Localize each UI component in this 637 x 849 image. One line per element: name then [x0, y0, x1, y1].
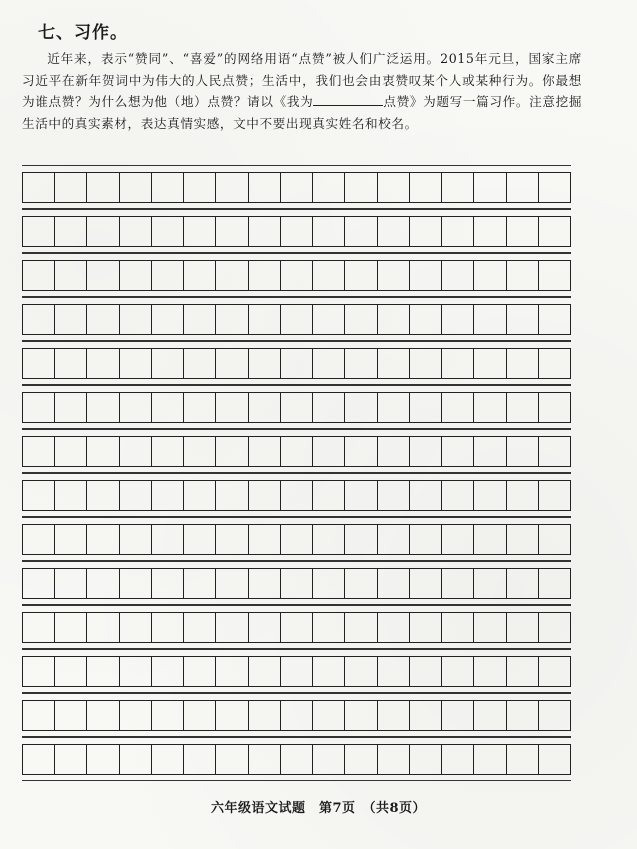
grid-cell[interactable] [249, 260, 281, 291]
grid-cell[interactable] [87, 392, 119, 423]
grid-row [22, 209, 571, 253]
grid-row-cells [22, 656, 571, 687]
grid-cell[interactable] [442, 480, 474, 511]
grid-cell[interactable] [507, 260, 539, 291]
grid-cell[interactable] [23, 172, 55, 203]
grid-cell[interactable] [539, 744, 570, 775]
grid-cell[interactable] [87, 480, 119, 511]
grid-cell[interactable] [249, 172, 281, 203]
grid-cell[interactable] [216, 348, 248, 379]
grid-cell[interactable] [410, 656, 442, 687]
grid-cell[interactable] [216, 524, 248, 555]
grid-cell[interactable] [120, 480, 152, 511]
grid-cell[interactable] [410, 744, 442, 775]
grid-cell[interactable] [55, 656, 87, 687]
grid-cell[interactable] [152, 524, 184, 555]
grid-cell[interactable] [507, 656, 539, 687]
grid-row-cells [22, 260, 571, 291]
grid-cell[interactable] [474, 172, 506, 203]
grid-cell[interactable] [378, 172, 410, 203]
grid-cell[interactable] [184, 612, 216, 643]
grid-cell[interactable] [378, 260, 410, 291]
grid-cell[interactable] [23, 480, 55, 511]
grid-cell[interactable] [345, 700, 377, 731]
grid-cell[interactable] [507, 568, 539, 599]
grid-cell[interactable] [539, 612, 570, 643]
grid-cell[interactable] [249, 216, 281, 247]
grid-cell[interactable] [184, 480, 216, 511]
grid-cell[interactable] [184, 260, 216, 291]
grid-cell[interactable] [152, 348, 184, 379]
grid-cell[interactable] [539, 436, 570, 467]
grid-cell[interactable] [184, 744, 216, 775]
grid-row [22, 517, 571, 561]
grid-row-cells [22, 700, 571, 731]
grid-cell[interactable] [87, 260, 119, 291]
grid-cell[interactable] [184, 304, 216, 335]
grid-cell[interactable] [55, 700, 87, 731]
grid-cell[interactable] [313, 656, 345, 687]
grid-cell[interactable] [281, 700, 313, 731]
grid-cell[interactable] [410, 172, 442, 203]
grid-cell[interactable] [120, 392, 152, 423]
grid-cell[interactable] [152, 612, 184, 643]
grid-cell[interactable] [378, 216, 410, 247]
grid-row [22, 737, 571, 781]
grid-cell[interactable] [313, 348, 345, 379]
grid-cell[interactable] [120, 348, 152, 379]
grid-cell[interactable] [87, 700, 119, 731]
grid-cell[interactable] [55, 216, 87, 247]
grid-cell[interactable] [152, 172, 184, 203]
grid-cell[interactable] [120, 744, 152, 775]
grid-row-cells [22, 568, 571, 599]
grid-cell[interactable] [345, 260, 377, 291]
grid-cell[interactable] [281, 436, 313, 467]
grid-cell[interactable] [378, 348, 410, 379]
section-heading: 七、习作。 [38, 23, 128, 43]
grid-cell[interactable] [313, 612, 345, 643]
grid-cell[interactable] [184, 436, 216, 467]
grid-cell[interactable] [249, 480, 281, 511]
grid-cell[interactable] [152, 260, 184, 291]
grid-cell[interactable] [216, 172, 248, 203]
grid-cell[interactable] [23, 568, 55, 599]
grid-cell[interactable] [345, 392, 377, 423]
grid-cell[interactable] [281, 656, 313, 687]
grid-cell[interactable] [410, 700, 442, 731]
grid-cell[interactable] [507, 612, 539, 643]
grid-cell[interactable] [23, 612, 55, 643]
grid-cell[interactable] [152, 744, 184, 775]
grid-cell[interactable] [87, 216, 119, 247]
grid-cell[interactable] [313, 744, 345, 775]
grid-cell[interactable] [378, 524, 410, 555]
grid-row [22, 253, 571, 297]
grid-cell[interactable] [378, 612, 410, 643]
grid-cell[interactable] [120, 568, 152, 599]
grid-cell[interactable] [55, 304, 87, 335]
grid-cell[interactable] [378, 480, 410, 511]
grid-cell[interactable] [507, 480, 539, 511]
grid-cell[interactable] [216, 612, 248, 643]
grid-cell[interactable] [87, 612, 119, 643]
grid-cell[interactable] [507, 392, 539, 423]
grid-row [22, 693, 571, 737]
grid-cell[interactable] [378, 392, 410, 423]
grid-cell[interactable] [410, 348, 442, 379]
grid-cell[interactable] [474, 216, 506, 247]
grid-cell[interactable] [249, 524, 281, 555]
grid-cell[interactable] [152, 480, 184, 511]
grid-cell[interactable] [87, 304, 119, 335]
grid-row [22, 649, 571, 693]
grid-cell[interactable] [410, 216, 442, 247]
grid-cell[interactable] [442, 700, 474, 731]
grid-cell[interactable] [442, 260, 474, 291]
grid-cell[interactable] [23, 524, 55, 555]
grid-cell[interactable] [281, 260, 313, 291]
grid-cell[interactable] [281, 348, 313, 379]
grid-row-cells [22, 172, 571, 203]
grid-cell[interactable] [539, 656, 570, 687]
grid-cell[interactable] [410, 304, 442, 335]
grid-cell[interactable] [87, 172, 119, 203]
grid-cell[interactable] [249, 348, 281, 379]
grid-row [22, 561, 571, 605]
grid-cell[interactable] [249, 612, 281, 643]
grid-cell[interactable] [87, 744, 119, 775]
grid-row [22, 473, 571, 517]
grid-cell[interactable] [23, 700, 55, 731]
grid-cell[interactable] [55, 260, 87, 291]
grid-cell[interactable] [378, 568, 410, 599]
grid-cell[interactable] [313, 524, 345, 555]
grid-cell[interactable] [378, 436, 410, 467]
grid-row-cells [22, 348, 571, 379]
grid-cell[interactable] [507, 744, 539, 775]
grid-cell[interactable] [539, 524, 570, 555]
grid-cell[interactable] [120, 216, 152, 247]
grid-cell[interactable] [410, 436, 442, 467]
grid-cell[interactable] [120, 260, 152, 291]
prompt-text-end: 点赞》为题写一篇习作。注意挖掘生活中的真实素材，表达真情实感，文中不要出现真实姓名和校名。 [22, 94, 583, 131]
grid-cell[interactable] [313, 304, 345, 335]
grid-row-cells [22, 304, 571, 335]
grid-cell[interactable] [55, 436, 87, 467]
grid-cell[interactable] [281, 172, 313, 203]
grid-cell[interactable] [216, 216, 248, 247]
grid-cell[interactable] [442, 524, 474, 555]
grid-cell[interactable] [87, 656, 119, 687]
grid-row [22, 385, 571, 429]
grid-cell[interactable] [281, 216, 313, 247]
grid-cell[interactable] [216, 436, 248, 467]
grid-cell[interactable] [55, 744, 87, 775]
grid-cell[interactable] [345, 744, 377, 775]
grid-row-cells [22, 392, 571, 423]
grid-cell[interactable] [410, 480, 442, 511]
grid-cell[interactable] [410, 568, 442, 599]
grid-cell[interactable] [410, 392, 442, 423]
grid-cell[interactable] [120, 436, 152, 467]
grid-row [22, 297, 571, 341]
grid-cell[interactable] [539, 260, 570, 291]
grid-cell[interactable] [474, 568, 506, 599]
essay-prompt [22, 48, 582, 134]
grid-cell[interactable] [442, 172, 474, 203]
grid-cell[interactable] [55, 480, 87, 511]
grid-cell[interactable] [507, 172, 539, 203]
grid-cell[interactable] [216, 744, 248, 775]
grid-cell[interactable] [23, 744, 55, 775]
grid-cell[interactable] [474, 392, 506, 423]
grid-cell[interactable] [120, 656, 152, 687]
grid-cell[interactable] [313, 480, 345, 511]
grid-cell[interactable] [474, 612, 506, 643]
grid-cell[interactable] [442, 436, 474, 467]
grid-cell[interactable] [474, 304, 506, 335]
grid-cell[interactable] [249, 656, 281, 687]
grid-cell[interactable] [281, 392, 313, 423]
grid-cell[interactable] [152, 436, 184, 467]
grid-cell[interactable] [474, 700, 506, 731]
grid-cell[interactable] [474, 656, 506, 687]
grid-cell[interactable] [152, 656, 184, 687]
grid-cell[interactable] [507, 304, 539, 335]
grid-cell[interactable] [184, 656, 216, 687]
grid-cell[interactable] [442, 348, 474, 379]
grid-cell[interactable] [442, 656, 474, 687]
grid-cell[interactable] [87, 436, 119, 467]
grid-cell[interactable] [539, 216, 570, 247]
page-footer: 六年级语文试题 第7页 （共8页） [210, 801, 427, 816]
grid-cell[interactable] [216, 304, 248, 335]
grid-cell[interactable] [507, 524, 539, 555]
grid-cell[interactable] [345, 568, 377, 599]
grid-cell[interactable] [313, 172, 345, 203]
grid-cell[interactable] [345, 304, 377, 335]
grid-row-cells [22, 216, 571, 247]
grid-cell[interactable] [55, 348, 87, 379]
grid-cell[interactable] [281, 744, 313, 775]
grid-cell[interactable] [23, 260, 55, 291]
grid-cell[interactable] [216, 700, 248, 731]
grid-cell[interactable] [120, 524, 152, 555]
grid-cell[interactable] [474, 480, 506, 511]
grid-cell[interactable] [539, 480, 570, 511]
grid-cell[interactable] [216, 392, 248, 423]
grid-cell[interactable] [474, 260, 506, 291]
grid-cell[interactable] [442, 612, 474, 643]
grid-cell[interactable] [184, 216, 216, 247]
grid-cell[interactable] [539, 700, 570, 731]
grid-cell[interactable] [507, 216, 539, 247]
grid-cell[interactable] [152, 304, 184, 335]
grid-cell[interactable] [539, 304, 570, 335]
grid-cell[interactable] [410, 260, 442, 291]
grid-cell[interactable] [442, 304, 474, 335]
grid-cell[interactable] [410, 612, 442, 643]
grid-row [22, 605, 571, 649]
grid-cell[interactable] [184, 172, 216, 203]
grid-cell[interactable] [474, 436, 506, 467]
grid-cell[interactable] [539, 172, 570, 203]
grid-cell[interactable] [216, 480, 248, 511]
grid-cell[interactable] [216, 260, 248, 291]
grid-cell[interactable] [23, 392, 55, 423]
grid-cell[interactable] [345, 348, 377, 379]
grid-cell[interactable] [378, 700, 410, 731]
grid-cell[interactable] [378, 304, 410, 335]
grid-cell[interactable] [216, 568, 248, 599]
grid-cell[interactable] [152, 700, 184, 731]
writing-grid[interactable] [22, 165, 571, 781]
grid-cell[interactable] [474, 348, 506, 379]
grid-cell[interactable] [120, 172, 152, 203]
grid-cell[interactable] [539, 348, 570, 379]
grid-cell[interactable] [539, 392, 570, 423]
grid-cell[interactable] [281, 612, 313, 643]
grid-cell[interactable] [281, 480, 313, 511]
grid-cell[interactable] [507, 348, 539, 379]
grid-cell[interactable] [152, 392, 184, 423]
grid-cell[interactable] [345, 216, 377, 247]
grid-cell[interactable] [539, 568, 570, 599]
grid-cell[interactable] [184, 392, 216, 423]
grid-cell[interactable] [378, 744, 410, 775]
grid-cell[interactable] [313, 260, 345, 291]
grid-cell[interactable] [87, 348, 119, 379]
grid-cell[interactable] [184, 524, 216, 555]
grid-cell[interactable] [55, 524, 87, 555]
grid-cell[interactable] [281, 568, 313, 599]
grid-cell[interactable] [184, 348, 216, 379]
grid-cell[interactable] [345, 436, 377, 467]
grid-cell[interactable] [184, 568, 216, 599]
grid-cell[interactable] [442, 568, 474, 599]
grid-cell[interactable] [184, 700, 216, 731]
grid-cell[interactable] [313, 700, 345, 731]
grid-row [22, 429, 571, 473]
grid-cell[interactable] [442, 392, 474, 423]
grid-row [22, 165, 571, 209]
grid-row [22, 341, 571, 385]
grid-cell[interactable] [120, 612, 152, 643]
grid-cell[interactable] [442, 744, 474, 775]
grid-row-cells [22, 480, 571, 511]
grid-cell[interactable] [87, 568, 119, 599]
grid-cell[interactable] [55, 612, 87, 643]
grid-row-cells [22, 612, 571, 643]
grid-cell[interactable] [345, 524, 377, 555]
grid-cell[interactable] [313, 568, 345, 599]
title-blank[interactable] [313, 93, 383, 106]
grid-row-cells [22, 436, 571, 467]
grid-cell[interactable] [345, 480, 377, 511]
grid-cell[interactable] [281, 304, 313, 335]
grid-cell[interactable] [55, 172, 87, 203]
grid-cell[interactable] [23, 304, 55, 335]
grid-cell[interactable] [313, 392, 345, 423]
grid-cell[interactable] [410, 524, 442, 555]
grid-cell[interactable] [313, 436, 345, 467]
grid-cell[interactable] [442, 216, 474, 247]
grid-cell[interactable] [249, 304, 281, 335]
grid-cell[interactable] [120, 700, 152, 731]
grid-cell[interactable] [249, 436, 281, 467]
grid-cell[interactable] [120, 304, 152, 335]
grid-cell[interactable] [23, 348, 55, 379]
grid-cell[interactable] [216, 656, 248, 687]
grid-cell[interactable] [249, 744, 281, 775]
grid-cell[interactable] [507, 436, 539, 467]
grid-cell[interactable] [474, 524, 506, 555]
grid-cell[interactable] [55, 392, 87, 423]
grid-cell[interactable] [249, 700, 281, 731]
grid-row-cells [22, 524, 571, 555]
grid-row-cells [22, 744, 571, 775]
grid-cell[interactable] [345, 612, 377, 643]
grid-cell[interactable] [281, 524, 313, 555]
grid-cell[interactable] [152, 216, 184, 247]
grid-cell[interactable] [313, 216, 345, 247]
grid-cell[interactable] [23, 656, 55, 687]
grid-cell[interactable] [152, 568, 184, 599]
grid-cell[interactable] [474, 744, 506, 775]
grid-cell[interactable] [345, 172, 377, 203]
grid-cell[interactable] [23, 216, 55, 247]
grid-cell[interactable] [249, 568, 281, 599]
grid-cell[interactable] [249, 392, 281, 423]
grid-cell[interactable] [55, 568, 87, 599]
prompt-text-start: 近年来，表示“赞同”、“喜爱”的网络用语“点赞”被人们广泛运用。2015年元旦，国家主席习近平在新年贺词中为伟大的人民点赞；生活中，我们也会由衷赞叹某个人或某种行为。你最想为谁点赞？为什么想为他（地）点赞？请以《我为 [22, 51, 582, 109]
grid-cell[interactable] [507, 700, 539, 731]
grid-cell[interactable] [23, 436, 55, 467]
grid-cell[interactable] [87, 524, 119, 555]
grid-cell[interactable] [378, 656, 410, 687]
grid-cell[interactable] [345, 656, 377, 687]
